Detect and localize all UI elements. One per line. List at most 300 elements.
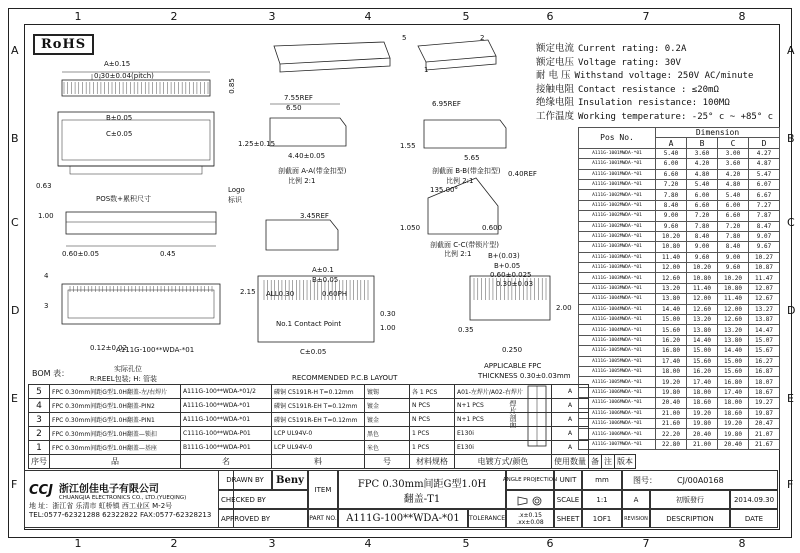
row-letter-D: D xyxy=(11,304,20,317)
table-cell: 10.80 xyxy=(718,283,749,293)
table-cell: 4.20 xyxy=(687,159,718,169)
bom-cell: FPC 0.30mm间距G型1.0H翻盖—锁扣 xyxy=(50,427,181,441)
column-number-2: 2 xyxy=(170,10,178,23)
table-cell: 4.87 xyxy=(749,159,780,169)
table-cell: 9.67 xyxy=(749,242,780,252)
column-number-5: 5 xyxy=(462,10,470,23)
bom-header-cell: 序号 xyxy=(29,455,50,469)
part-no: A111G-100**WDA-*01 xyxy=(338,509,468,528)
column-number-6: 6 xyxy=(546,10,554,23)
table-cell: 14.40 xyxy=(656,304,687,314)
company-block xyxy=(24,470,234,528)
bom-version-cell: A xyxy=(552,441,589,455)
column-number-1: 1 xyxy=(74,537,82,550)
table-cell: 17.40 xyxy=(687,377,718,387)
table-cell: A111G-1005MWDA-*01 xyxy=(579,377,656,387)
spec-label: 耐 电 压 xyxy=(536,70,571,81)
bom-cell: N PCS xyxy=(410,399,455,413)
table-cell: 18.67 xyxy=(749,387,780,397)
table-cell: 15.00 xyxy=(656,315,687,325)
column-number-3: 3 xyxy=(268,10,276,23)
bom-cell: 黑色 xyxy=(365,427,410,441)
row-letter-D: D xyxy=(787,304,796,317)
sheet-value: 1OF1 xyxy=(582,509,622,528)
table-cell: 15.60 xyxy=(718,366,749,376)
dim-345: 3.45REF xyxy=(300,212,329,220)
table-cell: 5.40 xyxy=(687,179,718,189)
table-cell: 13.80 xyxy=(687,325,718,335)
table-cell: 9.60 xyxy=(687,252,718,262)
table-cell: 4.27 xyxy=(749,148,780,158)
table-cell: 10.87 xyxy=(749,263,780,273)
table-cell: A111G-1003MWDA-*01 xyxy=(579,273,656,283)
table-cell: 7.87 xyxy=(749,211,780,221)
column-number-4: 4 xyxy=(364,10,372,23)
table-cell: 9.60 xyxy=(656,221,687,231)
table-cell: 3.60 xyxy=(687,148,718,158)
table-cell: 19.20 xyxy=(656,377,687,387)
table-cell: 11.40 xyxy=(718,294,749,304)
pos-header: Pos No. xyxy=(579,128,656,149)
table-cell: 4.80 xyxy=(718,179,749,189)
bom-header-cell: 品 xyxy=(50,455,181,469)
unit-value: mm xyxy=(582,470,622,490)
dimension-col-A: A xyxy=(656,138,687,148)
table-cell: 18.00 xyxy=(687,387,718,397)
spec-label: 绝缘电阻 xyxy=(536,97,575,108)
bom-row xyxy=(29,427,636,441)
table-row xyxy=(579,252,780,262)
drawing-number-label: 图号： xyxy=(633,475,657,485)
table-cell: 12.60 xyxy=(687,304,718,314)
bom-cell: 磷铜 C5191R-EH T=0.12mm xyxy=(272,399,365,413)
row-letter-B: B xyxy=(787,132,795,145)
bom-cell: 各 1 PCS xyxy=(410,385,455,399)
table-cell: 6.60 xyxy=(687,200,718,210)
row-letter-E: E xyxy=(11,392,18,405)
table-cell: 16.80 xyxy=(718,377,749,387)
table-cell: 20.47 xyxy=(749,418,780,428)
table-cell: A111G-1003MWDA-*01 xyxy=(579,263,656,273)
table-cell: 6.00 xyxy=(718,200,749,210)
company-logo: CCJ xyxy=(29,482,53,498)
bom-cell: N+1 PCS xyxy=(455,399,552,413)
table-cell: 9.07 xyxy=(749,231,780,241)
table-cell: 10.20 xyxy=(718,273,749,283)
table-row xyxy=(579,325,780,335)
table-cell: 7.80 xyxy=(718,231,749,241)
dimension-header: Dimension xyxy=(656,128,780,138)
bom-cell: 3 xyxy=(29,413,50,427)
table-cell: 18.07 xyxy=(749,377,780,387)
table-cell: A111G-1003MWDA-*01 xyxy=(579,252,656,262)
table-cell: 12.67 xyxy=(749,294,780,304)
bom-cell: 2 xyxy=(29,427,50,441)
table-cell: 12.00 xyxy=(687,294,718,304)
logo-label: Logo xyxy=(228,186,245,194)
bom-cell: 米色 xyxy=(365,441,410,455)
callout-1: 1 xyxy=(424,66,429,74)
dim-b005b: B+0.05 xyxy=(494,262,521,270)
bom-header-cell: 版本 xyxy=(615,455,636,469)
table-cell: 15.07 xyxy=(749,335,780,345)
bom-cell: A111G-100**WDA-*01 xyxy=(181,413,272,427)
table-cell: 22.80 xyxy=(656,439,687,449)
table-cell: A111G-1006MWDA-*01 xyxy=(579,387,656,397)
bom-header-row xyxy=(29,455,636,469)
table-row xyxy=(579,211,780,221)
bom-header-cell: 电镀方式/颜色 xyxy=(455,455,552,469)
column-number-7: 7 xyxy=(642,10,650,23)
dim-045: 0.45 xyxy=(160,250,176,258)
table-cell: 4.80 xyxy=(687,169,718,179)
table-cell: A111G-1001MWDA-*01 xyxy=(579,159,656,169)
scale-value: 1:1 xyxy=(582,490,622,509)
table-row xyxy=(579,366,780,376)
table-cell: A111G-1006MWDA-*01 xyxy=(579,398,656,408)
table-cell: A111G-1002MWDA-*01 xyxy=(579,221,656,231)
table-cell: A111G-1002MWDA-*01 xyxy=(579,211,656,221)
series-label: A111G-100**WDA-*01 xyxy=(116,346,195,354)
table-cell: 16.27 xyxy=(749,356,780,366)
table-cell: 7.20 xyxy=(687,211,718,221)
dim-440: 4.40±0.05 xyxy=(288,152,326,160)
table-cell: A111G-1006MWDA-*01 xyxy=(579,418,656,428)
tolerance-2: .xx±0.08 xyxy=(516,518,544,526)
bom-cell: C111G-100**WDA-P01 xyxy=(181,427,272,441)
table-cell: 6.60 xyxy=(656,169,687,179)
table-row xyxy=(579,263,780,273)
bom-header-cell: 材料规格 xyxy=(410,455,455,469)
table-cell: 7.27 xyxy=(749,200,780,210)
revision-date: 2014.09.30 xyxy=(730,490,778,509)
dim-060b: 0.600 xyxy=(482,224,503,232)
table-cell: A111G-1007MWDA-*01 xyxy=(579,439,656,449)
bom-cell: B111G-100**WDA-P01 xyxy=(181,441,272,455)
scale-cc: 比例 2:1 xyxy=(444,250,472,258)
column-number-4: 4 xyxy=(364,537,372,550)
scale-bb: 比例 2:1 xyxy=(446,177,474,185)
table-cell: 12.00 xyxy=(718,304,749,314)
dim-105: 1.050 xyxy=(400,224,421,232)
pos-note: POS数+累积尺寸 xyxy=(96,195,152,203)
dim-all030: ALL0.30 xyxy=(266,290,295,298)
dim-100: 1.00 xyxy=(38,212,54,220)
table-row xyxy=(579,283,780,293)
angle-projection-label: ANGLE PROJECTION xyxy=(506,470,554,490)
row-letter-A: A xyxy=(787,44,795,57)
table-cell: 10.20 xyxy=(656,231,687,241)
table-row xyxy=(579,148,780,158)
dim-6025: 0.60±0.025 xyxy=(490,271,532,279)
checked-by-label: CHECKED BY xyxy=(218,490,308,509)
table-cell: A111G-1002MWDA-*01 xyxy=(579,190,656,200)
section-side xyxy=(266,220,338,250)
unit-label: UNIT xyxy=(554,470,582,490)
table-cell: 19.80 xyxy=(718,429,749,439)
table-cell: A111G-1002MWDA-*01 xyxy=(579,231,656,241)
spec-label: 额定电压 xyxy=(536,56,575,68)
table-cell: 20.40 xyxy=(718,439,749,449)
table-cell: 5.40 xyxy=(656,148,687,158)
dim-a01: A±0.1 xyxy=(312,266,334,274)
column-number-8: 8 xyxy=(738,10,746,23)
bom-cell: 1 PCS xyxy=(410,441,455,455)
item-description xyxy=(338,470,506,509)
pcb-layout xyxy=(258,276,374,342)
table-cell: A111G-1004MWDA-*01 xyxy=(579,325,656,335)
table-cell: 18.60 xyxy=(718,408,749,418)
dim-060ph: 0.60PH xyxy=(322,290,348,298)
row-letter-C: C xyxy=(787,216,795,229)
dim-695: 6.95REF xyxy=(432,100,461,108)
bom-version-cell: A xyxy=(552,385,589,399)
table-cell: 9.00 xyxy=(656,211,687,221)
revision-value: A xyxy=(622,490,650,509)
table-cell: A111G-1004MWDA-*01 xyxy=(579,304,656,314)
table-cell: 21.67 xyxy=(749,439,780,449)
table-cell: 6.00 xyxy=(656,159,687,169)
spec-value: Working temperature: -25° c ~ +85° c xyxy=(578,111,774,122)
table-cell: 18.60 xyxy=(687,398,718,408)
revision-description: 初版發行 xyxy=(650,490,730,509)
dim-200: 2.00 xyxy=(556,304,572,312)
bom-cell: 镀金 xyxy=(365,399,410,413)
bom-header-cell: 注 xyxy=(602,455,615,469)
bom-cell: FPC 0.30mm间距G型1.0H翻盖-PIN2 xyxy=(50,399,181,413)
column-number-7: 7 xyxy=(642,537,650,550)
reel-label: R:REEL包装; H: 管装 xyxy=(90,375,158,383)
item-line-1: FPC 0.30mm间距G型1.0H xyxy=(357,478,487,490)
table-cell: A111G-1004MWDA-*01 xyxy=(579,335,656,345)
table-cell: 15.67 xyxy=(749,346,780,356)
bom-cell: A01-左焊片/A02-右焊片 xyxy=(455,385,552,399)
table-cell: 15.00 xyxy=(687,346,718,356)
side-section-label: 焊片剖面 xyxy=(509,400,517,428)
table-cell: 4.20 xyxy=(718,169,749,179)
scale-aa: 比例 2:1 xyxy=(288,177,316,185)
drawing-number xyxy=(622,470,778,490)
tolerance-1: .x±0.15 xyxy=(518,511,542,519)
section-bb-label: 剖截面 B-B(带金扣型) xyxy=(432,167,501,175)
dim-b003: B+(0.03) xyxy=(488,252,520,260)
tolerance-values xyxy=(506,509,554,528)
table-cell: 19.27 xyxy=(749,398,780,408)
dim-063: 0.63 xyxy=(36,182,52,190)
bom-cell: LCP UL94V-0 xyxy=(272,427,365,441)
table-cell: 12.00 xyxy=(656,263,687,273)
table-cell: 10.27 xyxy=(749,252,780,262)
iso-view-2 xyxy=(418,40,496,62)
table-row xyxy=(579,190,780,200)
table-cell: 13.80 xyxy=(656,294,687,304)
bom-cell: 5 xyxy=(29,385,50,399)
table-cell: 5.40 xyxy=(718,190,749,200)
company-phone: TEL:0577-62321288 62322822 FAX:0577-62328213 xyxy=(29,510,212,519)
dim-125: 1.25±0.15 xyxy=(238,140,276,148)
drawn-by-label: DRAWN BY xyxy=(218,470,272,490)
table-cell: 19.87 xyxy=(749,408,780,418)
table-cell: 8.47 xyxy=(749,221,780,231)
table-cell: 21.07 xyxy=(749,429,780,439)
table-cell: 21.00 xyxy=(687,439,718,449)
spec-value: Insulation resistance: 100MΩ xyxy=(578,98,730,108)
dimension-col-C: C xyxy=(718,138,749,148)
bom-title: BOM 表： xyxy=(32,369,70,378)
dim-0250: 0.250 xyxy=(502,346,523,354)
item-line-2: 翻盖-T1 xyxy=(403,493,441,505)
table-cell: 16.87 xyxy=(749,366,780,376)
bom-row xyxy=(29,413,636,427)
spec-value: Withstand voltage: 250V AC/minute xyxy=(574,71,754,81)
table-cell: A111G-1006MWDA-*01 xyxy=(579,429,656,439)
table-cell: 6.60 xyxy=(718,211,749,221)
table-cell: 10.20 xyxy=(687,263,718,273)
fpc-label: APPLICABLE FPC xyxy=(484,362,542,370)
bom-row xyxy=(29,385,636,399)
table-cell: 10.80 xyxy=(687,273,718,283)
bom-header-cell: 号 xyxy=(365,455,410,469)
bom-header-cell: 料 xyxy=(272,455,365,469)
date-label: DATE xyxy=(730,509,778,528)
approved-by-label: APPROVED BY xyxy=(218,509,308,528)
connector-top-view xyxy=(62,80,210,96)
table-cell: 3.00 xyxy=(718,148,749,158)
no1-contact: No.1 Contact Point xyxy=(276,320,342,328)
bom-header-cell: 名 xyxy=(181,455,272,469)
table-row xyxy=(579,200,780,210)
table-cell: 6.07 xyxy=(749,179,780,189)
section-cc-label: 剖截面 C-C(带锁片型) xyxy=(430,241,499,249)
table-cell: 13.20 xyxy=(687,315,718,325)
table-cell: 15.60 xyxy=(687,356,718,366)
item-label: ITEM xyxy=(308,470,338,509)
dim-135: 135.00° xyxy=(430,186,458,194)
dim-565: 5.65 xyxy=(464,154,480,162)
table-cell: 15.60 xyxy=(656,325,687,335)
hole-label: 实际孔位 xyxy=(114,365,142,373)
bom-cell: 1 PCS xyxy=(410,427,455,441)
table-cell: 12.07 xyxy=(749,283,780,293)
table-cell: 20.40 xyxy=(656,398,687,408)
dimension-col-B: B xyxy=(687,138,718,148)
callout-2: 2 xyxy=(480,34,485,42)
table-cell: 11.47 xyxy=(749,273,780,283)
table-row xyxy=(579,159,780,169)
table-cell: 19.80 xyxy=(656,387,687,397)
table-cell: 7.80 xyxy=(687,221,718,231)
dim-012: 0.12±0.02 xyxy=(90,344,128,352)
table-cell: 13.20 xyxy=(718,325,749,335)
table-cell: A111G-1001MWDA-*01 xyxy=(579,179,656,189)
table-cell: A111G-1005MWDA-*01 xyxy=(579,366,656,376)
section-aa xyxy=(270,118,346,146)
table-row xyxy=(579,304,780,314)
company-address: 地 址：浙江省 乐清市 虹桥镇 西工业区 M-2号 xyxy=(29,501,173,510)
rohs-badge: RoHS xyxy=(33,34,94,55)
table-row xyxy=(579,294,780,304)
table-cell: 13.20 xyxy=(656,283,687,293)
table-row xyxy=(579,242,780,252)
table-cell: 19.20 xyxy=(718,418,749,428)
bom-cell: E130i xyxy=(455,441,552,455)
table-cell: 7.20 xyxy=(718,221,749,231)
table-cell: 11.40 xyxy=(656,252,687,262)
table-cell: 3.60 xyxy=(718,159,749,169)
sheet-label: SHEET xyxy=(554,509,582,528)
table-cell: 16.20 xyxy=(656,335,687,345)
logo-label-zh: 标识 xyxy=(228,196,242,204)
table-cell: 21.60 xyxy=(656,418,687,428)
column-number-3: 3 xyxy=(268,537,276,550)
dim-c: C±0.05 xyxy=(106,130,133,138)
table-cell: 9.00 xyxy=(718,252,749,262)
table-cell: 9.00 xyxy=(687,242,718,252)
bom-cell: LCP UL94V-0 xyxy=(272,441,365,455)
column-number-8: 8 xyxy=(738,537,746,550)
recommended-label: RECOMMENDED P.C.B LAYOUT xyxy=(292,374,398,382)
thickness-label: THICKNESS 0.30±0.03mm xyxy=(478,372,571,380)
table-cell: 6.67 xyxy=(749,190,780,200)
dim-040: 0.40REF xyxy=(508,170,537,178)
table-cell: 9.60 xyxy=(718,263,749,273)
section-bb xyxy=(424,120,506,148)
table-cell: 10.80 xyxy=(656,242,687,252)
table-cell: A111G-1004MWDA-*01 xyxy=(579,315,656,325)
projection-symbol-icon xyxy=(506,490,554,509)
dim-030: 0.30 xyxy=(380,310,396,318)
bom-cell: 4 xyxy=(29,399,50,413)
bom-row xyxy=(29,399,636,413)
part-no-label: PART NO. xyxy=(308,509,338,528)
dim-100b: 1.00 xyxy=(380,324,396,332)
table-row xyxy=(579,273,780,283)
dim-035: 0.35 xyxy=(458,326,474,334)
table-cell: 18.00 xyxy=(656,366,687,376)
drawing-number-value: CJ/00A0168 xyxy=(677,475,724,485)
table-cell: 12.60 xyxy=(656,273,687,283)
iso-view-5 xyxy=(274,42,390,64)
table-cell: A111G-1001MWDA-*01 xyxy=(579,148,656,158)
table-cell: A111G-1005MWDA-*01 xyxy=(579,356,656,366)
row-letter-F: F xyxy=(787,478,794,491)
table-cell: 15.00 xyxy=(718,356,749,366)
dim-060: 0.60±0.05 xyxy=(62,250,100,258)
table-cell: 12.60 xyxy=(718,315,749,325)
company-name-zh: 浙江创佳电子有限公司 xyxy=(58,483,159,495)
company-name-en: CHUANGJIA ELECTRONICS CO., LTD.(YUEQING) xyxy=(58,494,187,501)
dim-b: B±0.05 xyxy=(106,114,133,122)
bom-cell: E130i xyxy=(455,427,552,441)
dim-755: 7.55REF xyxy=(284,94,313,102)
table-cell: 5.47 xyxy=(749,169,780,179)
bom-cell: FPC 0.30mm间距G型1.0H翻盖-左/右焊片 xyxy=(50,385,181,399)
bom-cell: A111G-100**WDA-*01 xyxy=(181,399,272,413)
table-cell: 16.80 xyxy=(656,346,687,356)
dim-215: 2.15 xyxy=(240,288,256,296)
row-letter-B: B xyxy=(11,132,19,145)
table-cell: 19.80 xyxy=(687,418,718,428)
table-cell: 14.40 xyxy=(718,346,749,356)
table-cell: 13.87 xyxy=(749,315,780,325)
table-cell: A111G-1005MWDA-*01 xyxy=(579,346,656,356)
table-row xyxy=(579,179,780,189)
table-cell: 17.40 xyxy=(656,356,687,366)
section-aa-label: 剖截面 A-A(带金扣型) xyxy=(278,167,347,175)
description-label: DESCRIPTION xyxy=(650,509,730,528)
bom-header-cell: 备 xyxy=(589,455,602,469)
bom-cell: N PCS xyxy=(410,413,455,427)
